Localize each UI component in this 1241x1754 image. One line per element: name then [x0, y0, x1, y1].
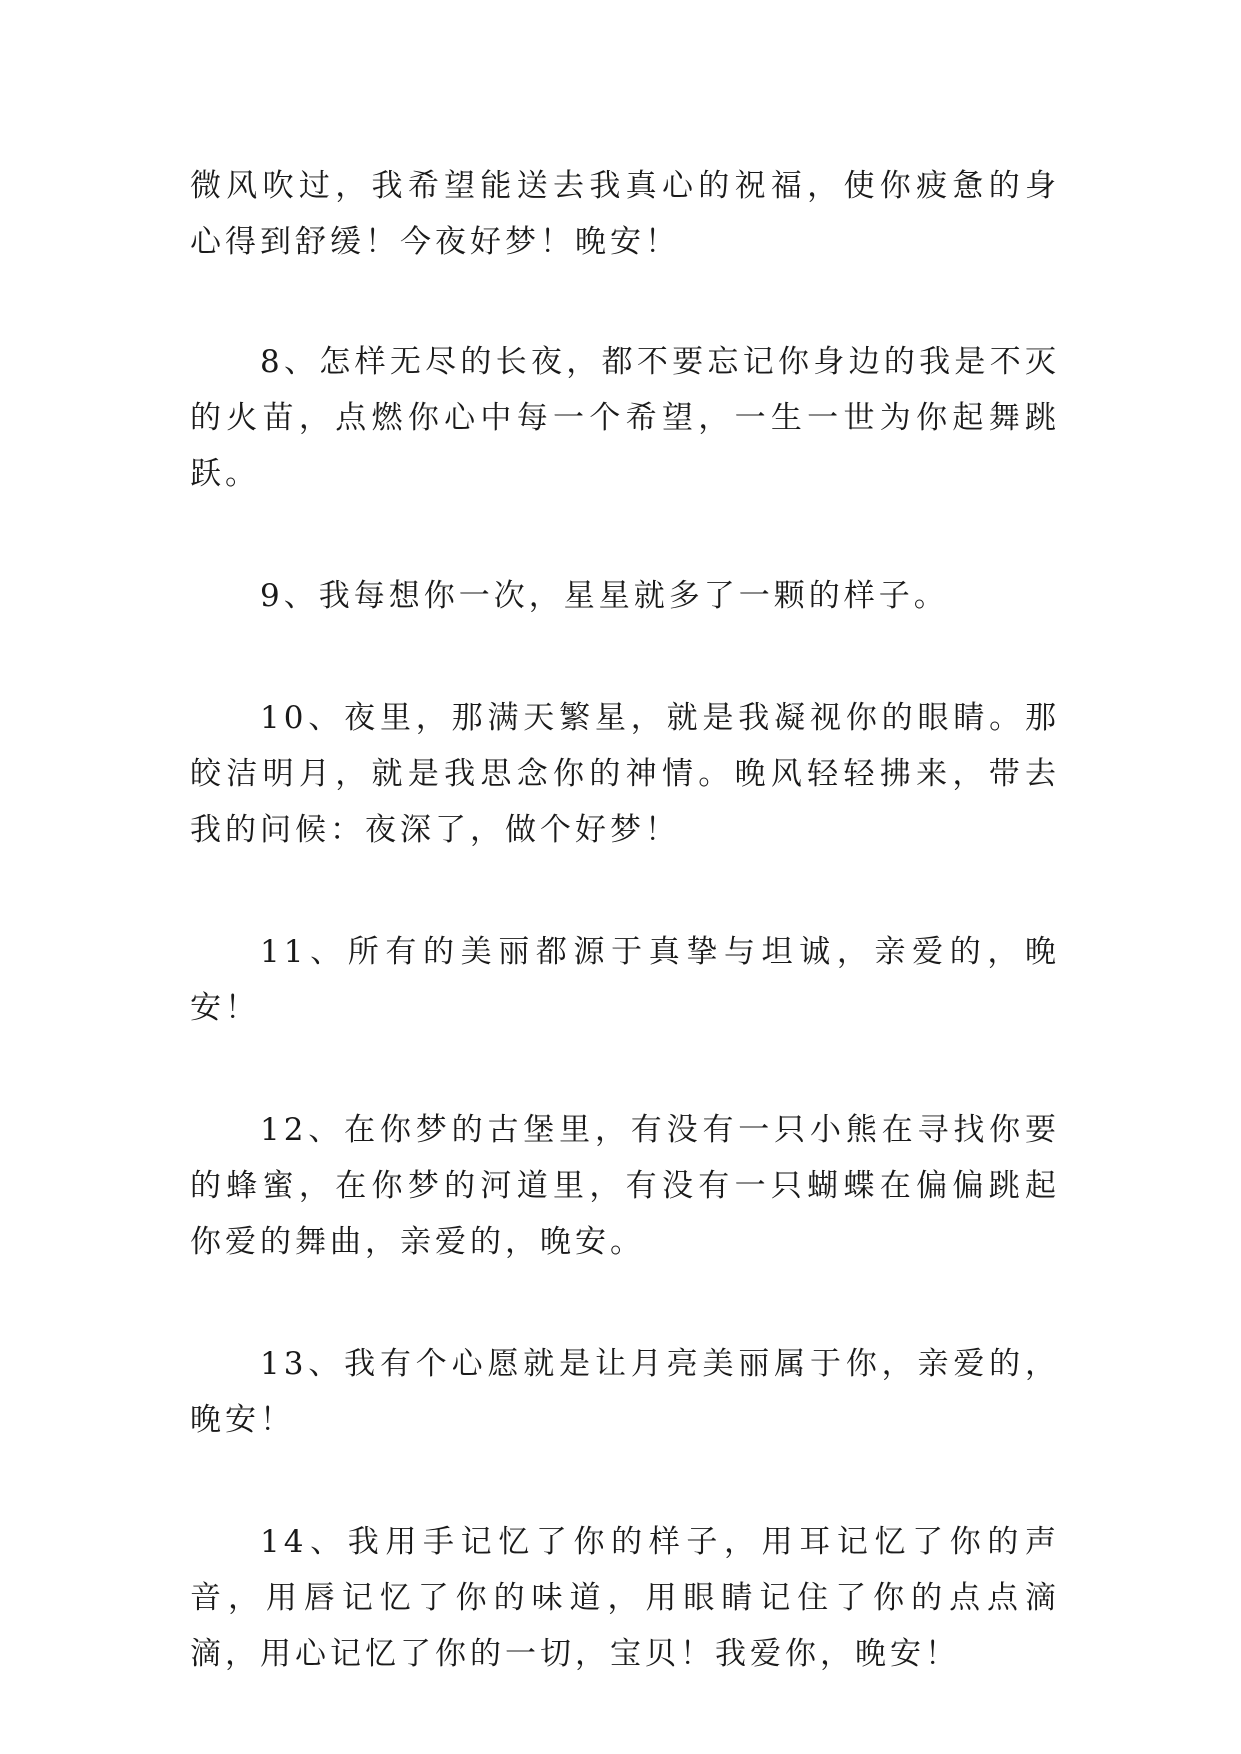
paragraph-12: 12、在你梦的古堡里，有没有一只小熊在寻找你要的蜂蜜，在你梦的河道里，有没有一只蝴蝶在偏偏跳起你爱的舞曲，亲爱的，晚安。: [190, 1112, 1060, 1260]
paragraph-continued: 微风吹过，我希望能送去我真心的祝福，使你疲惫的身心得到舒缓！今夜好梦！晚安！: [190, 168, 1060, 260]
paragraph-9: 9、我每想你一次，星星就多了一颗的样子。: [260, 578, 949, 614]
document-body: [190, 158, 1060, 1748]
paragraph-11: 11、所有的美丽都源于真挚与坦诚，亲爱的，晚安！: [190, 934, 1060, 1026]
paragraph-8: 8、怎样无尽的长夜，都不要忘记你身边的我是不灭的火苗，点燃你心中每一个希望，一生一世为你起舞跳跃。: [190, 344, 1060, 492]
paragraph-14: 14、我用手记忆了你的样子，用耳记忆了你的声音，用唇记忆了你的味道，用眼睛记住了你的点点滴滴，用心记忆了你的一切，宝贝！我爱你，晚安！: [190, 1524, 1060, 1672]
paragraph-13: 13、我有个心愿就是让月亮美丽属于你，亲爱的，晚安！: [190, 1346, 1060, 1438]
paragraph-10: 10、夜里，那满天繁星，就是我凝视你的眼睛。那皎洁明月，就是我思念你的神情。晚风轻轻拂来，带去我的问候：夜深了，做个好梦！: [190, 700, 1060, 848]
